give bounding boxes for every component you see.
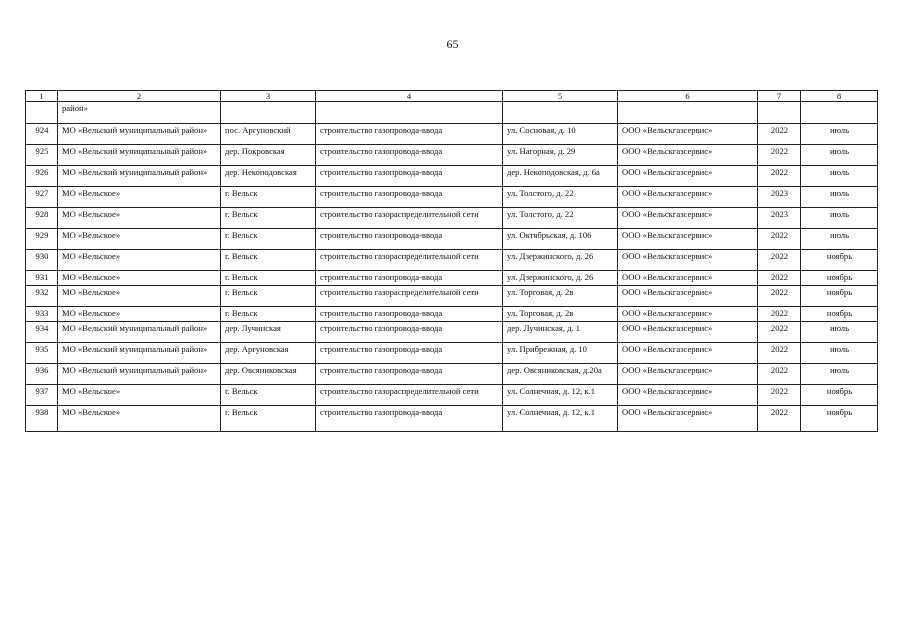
year-cell: 2022 [758, 364, 801, 385]
settlement-cell: г. Вельск [221, 187, 316, 208]
work-type-cell: строительство газопровода-ввода [316, 406, 503, 432]
organization-cell: ООО «Вельскгазсервис» [618, 385, 758, 406]
address-cell: ул. Торговая, д. 2в [503, 286, 618, 307]
table-row [26, 406, 878, 432]
municipality-cell: МО «Вельское» [58, 271, 221, 286]
municipality-cell: МО «Вельское» [58, 406, 221, 432]
column-number: 2 [58, 91, 221, 102]
municipality-cell: МО «Вельский муниципальный район» [58, 166, 221, 187]
month-cell: июль [801, 229, 878, 250]
address-cell: ул. Дзержинского, д. 26 [503, 250, 618, 271]
row-number: 928 [26, 208, 58, 229]
municipality-cell: МО «Вельское» [58, 286, 221, 307]
work-type-cell: строительство газопровода-ввода [316, 229, 503, 250]
settlement-cell: г. Вельск [221, 406, 316, 432]
month-cell: июль [801, 145, 878, 166]
municipality-cell: МО «Вельский муниципальный район» [58, 124, 221, 145]
row-number: 924 [26, 124, 58, 145]
table-row [26, 385, 878, 406]
settlement-cell: г. Вельск [221, 271, 316, 286]
row-number: 932 [26, 286, 58, 307]
settlement-cell: пос. Аргуновский [221, 124, 316, 145]
settlement-cell: дер. Покровская [221, 145, 316, 166]
table-row [26, 343, 878, 364]
year-cell: 2023 [758, 208, 801, 229]
address-cell: ул. Солнечная, д. 12, к.1 [503, 385, 618, 406]
table-cell [316, 102, 503, 124]
month-cell: ноябрь [801, 250, 878, 271]
month-cell: ноябрь [801, 286, 878, 307]
year-cell: 2022 [758, 145, 801, 166]
address-cell: дер. Некоподовская, д. 6а [503, 166, 618, 187]
column-number-row [26, 91, 878, 102]
year-cell: 2022 [758, 322, 801, 343]
table-cell [26, 102, 58, 124]
address-cell: ул. Торговая, д. 2в [503, 307, 618, 322]
month-cell: июль [801, 322, 878, 343]
table-cell: район» [58, 102, 221, 124]
row-number: 933 [26, 307, 58, 322]
table-row [26, 229, 878, 250]
row-number: 926 [26, 166, 58, 187]
organization-cell: ООО «Вельскгазсервис» [618, 145, 758, 166]
settlement-cell: дер. Аргуновская [221, 343, 316, 364]
work-type-cell: строительство газопровода-ввода [316, 124, 503, 145]
table-cell [801, 102, 878, 124]
year-cell: 2022 [758, 250, 801, 271]
address-cell: ул. Октябрьская, д. 106 [503, 229, 618, 250]
row-number: 927 [26, 187, 58, 208]
settlement-cell: г. Вельск [221, 250, 316, 271]
address-cell: ул. Толстого, д. 22 [503, 187, 618, 208]
organization-cell: ООО «Вельскгазсервис» [618, 166, 758, 187]
table-row [26, 145, 878, 166]
address-cell: ул. Сосновая, д. 10 [503, 124, 618, 145]
work-type-cell: строительство газопровода-ввода [316, 166, 503, 187]
organization-cell: ООО «Вельскгазсервис» [618, 208, 758, 229]
page-number: 65 [446, 37, 459, 51]
month-cell: июль [801, 124, 878, 145]
column-number: 1 [26, 91, 58, 102]
table-cell [618, 102, 758, 124]
work-type-cell: строительство газопровода-ввода [316, 343, 503, 364]
object-list-table [25, 90, 878, 432]
row-number: 930 [26, 250, 58, 271]
column-number: 7 [758, 91, 801, 102]
table-row [26, 286, 878, 307]
settlement-cell: дер. Лучинская [221, 322, 316, 343]
year-cell: 2022 [758, 166, 801, 187]
organization-cell: ООО «Вельскгазсервис» [618, 271, 758, 286]
work-type-cell: строительство газораспределительной сети [316, 208, 503, 229]
table-row [26, 187, 878, 208]
organization-cell: ООО «Вельскгазсервис» [618, 124, 758, 145]
table-row [26, 271, 878, 286]
organization-cell: ООО «Вельскгазсервис» [618, 307, 758, 322]
year-cell: 2023 [758, 187, 801, 208]
column-number: 6 [618, 91, 758, 102]
address-cell: ул. Нагорная, д. 29 [503, 145, 618, 166]
organization-cell: ООО «Вельскгазсервис» [618, 229, 758, 250]
row-number: 935 [26, 343, 58, 364]
work-type-cell: строительство газопровода-ввода [316, 307, 503, 322]
table-cell [758, 102, 801, 124]
table-row [26, 364, 878, 385]
work-type-cell: строительство газопровода-ввода [316, 322, 503, 343]
municipality-cell: МО «Вельское» [58, 307, 221, 322]
year-cell: 2022 [758, 385, 801, 406]
table-cell [503, 102, 618, 124]
column-number: 3 [221, 91, 316, 102]
year-cell: 2022 [758, 343, 801, 364]
table-row [26, 166, 878, 187]
organization-cell: ООО «Вельскгазсервис» [618, 364, 758, 385]
municipality-cell: МО «Вельское» [58, 250, 221, 271]
year-cell: 2022 [758, 286, 801, 307]
year-cell: 2022 [758, 307, 801, 322]
row-number: 938 [26, 406, 58, 432]
column-number: 8 [801, 91, 878, 102]
address-cell: ул. Прибрежная, д. 10 [503, 343, 618, 364]
settlement-cell: г. Вельск [221, 385, 316, 406]
year-cell: 2022 [758, 229, 801, 250]
row-number: 925 [26, 145, 58, 166]
settlement-cell: дер. Овсяниковская [221, 364, 316, 385]
row-number: 934 [26, 322, 58, 343]
organization-cell: ООО «Вельскгазсервис» [618, 250, 758, 271]
address-cell: ул. Солнечная, д. 12, к.1 [503, 406, 618, 432]
table-row [26, 208, 878, 229]
table-row [26, 124, 878, 145]
work-type-cell: строительство газораспределительной сети [316, 385, 503, 406]
column-number: 5 [503, 91, 618, 102]
month-cell: ноябрь [801, 307, 878, 322]
month-cell: июль [801, 343, 878, 364]
municipality-cell: МО «Вельское» [58, 229, 221, 250]
settlement-cell: г. Вельск [221, 286, 316, 307]
work-type-cell: строительство газораспределительной сети [316, 250, 503, 271]
continuation-row [26, 102, 878, 124]
municipality-cell: МО «Вельское» [58, 208, 221, 229]
municipality-cell: МО «Вельское» [58, 385, 221, 406]
table-row [26, 307, 878, 322]
month-cell: июль [801, 208, 878, 229]
column-number: 4 [316, 91, 503, 102]
municipality-cell: МО «Вельский муниципальный район» [58, 145, 221, 166]
organization-cell: ООО «Вельскгазсервис» [618, 406, 758, 432]
municipality-cell: МО «Вельское» [58, 187, 221, 208]
municipality-cell: МО «Вельский муниципальный район» [58, 364, 221, 385]
work-type-cell: строительство газораспределительной сети [316, 286, 503, 307]
row-number: 931 [26, 271, 58, 286]
work-type-cell: строительство газопровода-ввода [316, 271, 503, 286]
month-cell: ноябрь [801, 385, 878, 406]
year-cell: 2022 [758, 124, 801, 145]
month-cell: июль [801, 187, 878, 208]
row-number: 937 [26, 385, 58, 406]
month-cell: июль [801, 364, 878, 385]
settlement-cell: г. Вельск [221, 307, 316, 322]
table-cell [221, 102, 316, 124]
organization-cell: ООО «Вельскгазсервис» [618, 322, 758, 343]
municipality-cell: МО «Вельский муниципальный район» [58, 343, 221, 364]
row-number: 929 [26, 229, 58, 250]
address-cell: ул. Толстого, д. 22 [503, 208, 618, 229]
address-cell: дер. Овсяниковская, д.20а [503, 364, 618, 385]
municipality-cell: МО «Вельский муниципальный район» [58, 322, 221, 343]
work-type-cell: строительство газопровода-ввода [316, 364, 503, 385]
table-row [26, 322, 878, 343]
work-type-cell: строительство газопровода-ввода [316, 187, 503, 208]
settlement-cell: г. Вельск [221, 208, 316, 229]
year-cell: 2022 [758, 271, 801, 286]
organization-cell: ООО «Вельскгазсервис» [618, 187, 758, 208]
organization-cell: ООО «Вельскгазсервис» [618, 343, 758, 364]
settlement-cell: дер. Некоподовская [221, 166, 316, 187]
work-type-cell: строительство газопровода-ввода [316, 145, 503, 166]
month-cell: июль [801, 166, 878, 187]
address-cell: дер. Лучинская, д. 1 [503, 322, 618, 343]
settlement-cell: г. Вельск [221, 229, 316, 250]
month-cell: ноябрь [801, 271, 878, 286]
organization-cell: ООО «Вельскгазсервис» [618, 286, 758, 307]
address-cell: ул. Дзержинского, д. 26 [503, 271, 618, 286]
row-number: 936 [26, 364, 58, 385]
table-row [26, 250, 878, 271]
month-cell: ноябрь [801, 406, 878, 432]
year-cell: 2022 [758, 406, 801, 432]
